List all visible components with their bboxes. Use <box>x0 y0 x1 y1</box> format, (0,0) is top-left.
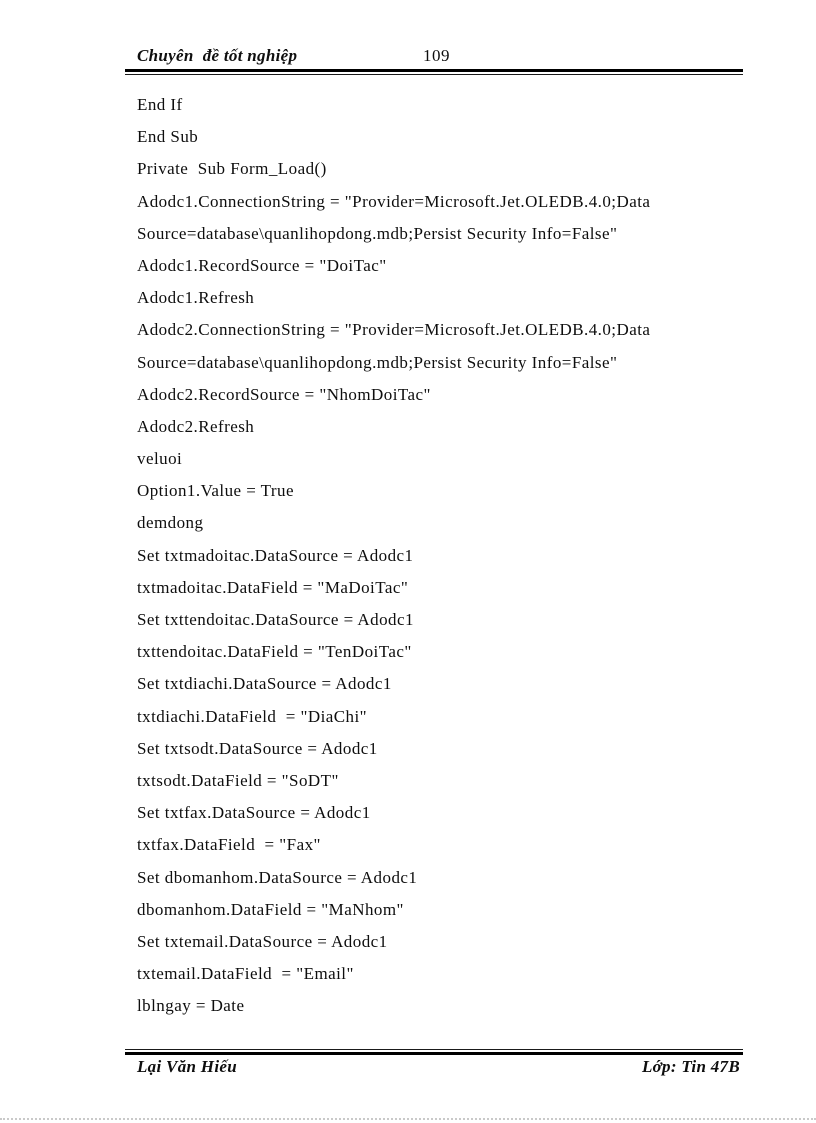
code-line: txtsodt.DataField = "SoDT" <box>137 770 339 790</box>
code-line: txtfax.DataField = "Fax" <box>137 835 321 855</box>
page-header <box>137 46 742 68</box>
page-number: 109 <box>423 46 450 65</box>
code-line: Set txtfax.DataSource = Adodc1 <box>137 803 371 823</box>
code-line: Source=database\quanlihopdong.mdb;Persist Security Info=False" <box>137 223 618 243</box>
code-line: Source=database\quanlihopdong.mdb;Persist Security Info=False" <box>137 352 618 372</box>
code-line: Adodc1.Refresh <box>137 288 255 308</box>
code-line: Set txtmadoitac.DataSource = Adodc1 <box>137 545 414 565</box>
code-line: txtdiachi.DataField = "DiaChi" <box>137 706 368 726</box>
code-line: Adodc1.RecordSource = "DoiTac" <box>137 255 387 275</box>
code-line: Option1.Value = True <box>137 481 294 501</box>
footer-rule <box>125 1049 743 1055</box>
code-line: demdong <box>137 513 204 533</box>
code-line: txtemail.DataField = "Email" <box>137 964 354 984</box>
code-line: Adodc1.ConnectionString = "Provider=Microsoft.Jet.OLEDB.4.0;Data <box>137 191 651 211</box>
code-line: Set txtsodt.DataSource = Adodc1 <box>137 738 378 758</box>
footer-class: Lớp: Tin 47B <box>641 1057 740 1076</box>
code-line: txttendoitac.DataField = "TenDoiTac" <box>137 642 412 662</box>
code-line: Set txtemail.DataSource = Adodc1 <box>137 931 388 951</box>
code-line: Adodc2.Refresh <box>137 416 255 436</box>
code-line: dbomanhom.DataField = "MaNhom" <box>137 899 404 919</box>
code-line: veluoi <box>137 449 183 469</box>
code-line: lblngay = Date <box>137 996 245 1016</box>
code-line: Set txtdiachi.DataSource = Adodc1 <box>137 674 392 694</box>
code-line: txtmadoitac.DataField = "MaDoiTac" <box>137 577 409 597</box>
code-line: Adodc2.ConnectionString = "Provider=Microsoft.Jet.OLEDB.4.0;Data <box>137 320 651 340</box>
code-line: Private Sub Form_Load() <box>137 159 327 179</box>
code-line: Set txttendoitac.DataSource = Adodc1 <box>137 610 414 629</box>
footer-author: Lại Văn Hiếu <box>137 1057 237 1076</box>
code-line: Adodc2.RecordSource = "NhomDoiTac" <box>137 384 431 404</box>
header-title: Chuyên đề tốt nghiệp <box>137 46 298 65</box>
code-line: Set dbomanhom.DataSource = Adodc1 <box>137 867 418 887</box>
page-break-dotted-line <box>0 1118 816 1120</box>
code-body <box>137 89 760 1022</box>
code-line: End Sub <box>137 127 199 147</box>
header-rule <box>125 69 743 75</box>
page-footer <box>137 1057 740 1077</box>
code-line: End If <box>137 95 183 114</box>
